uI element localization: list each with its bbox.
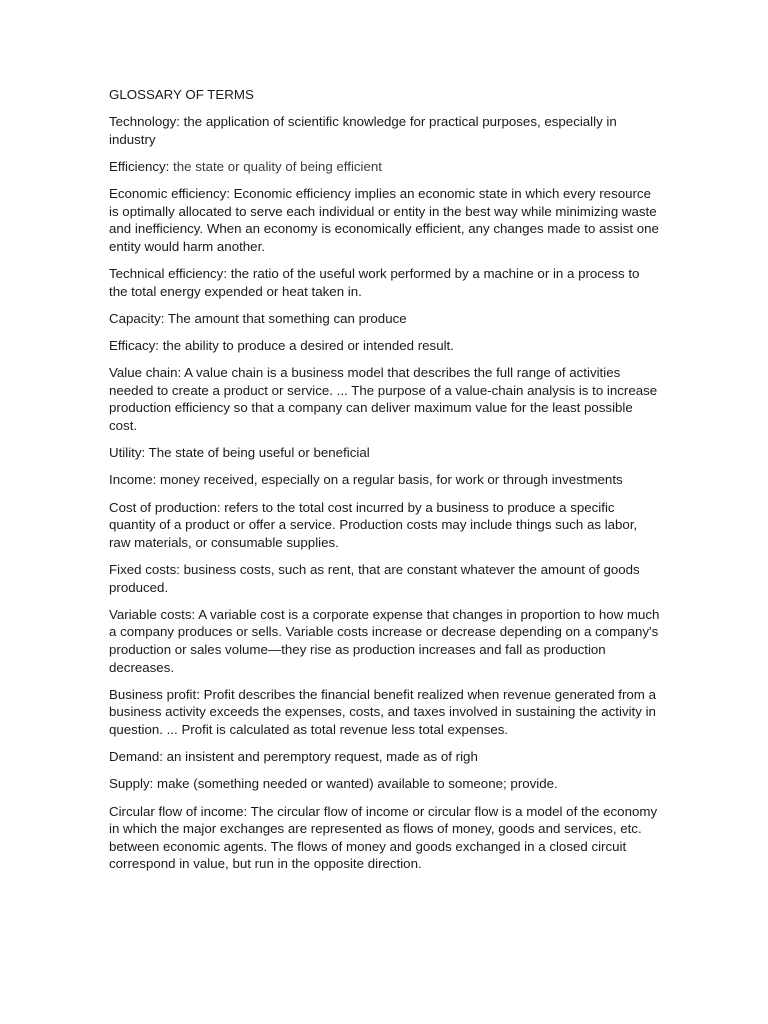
glossary-entry-technical-efficiency [109,265,661,300]
glossary-entry-value-chain [109,364,661,434]
term: Cost of production: [109,499,221,515]
document-title: GLOSSARY OF TERMS [109,87,254,102]
definition: The circular flow of income or circular flow is a model of the economy in which the major exchanges are represented as flows of money, goods and services, etc. between economic agents. The flows of money and goods exchanged in a closed circuit correspond in value, but run in the opposite direction. [109,803,658,872]
glossary-entry-fixed-costs [109,561,661,596]
glossary-entry-efficiency [109,158,661,176]
definition: A value chain is a business model that describes the full range of activities needed to create a product or service. ... The purpose of a value-chain analysis is to increase production efficiency so that a company can deliver maximum value for the least possible cost. [109,365,658,434]
glossary-entry-income [109,471,661,489]
glossary-entry-supply [109,775,661,793]
glossary-entry-efficacy [109,337,661,355]
definition: business costs, such as rent, that are constant whatever the amount of goods produced. [109,562,640,595]
definition: money received, especially on a regular basis, for work or through investments [156,472,623,488]
document-page [109,86,661,882]
term: Circular flow of income: [109,803,248,819]
term: Economic efficiency: [109,186,230,202]
glossary-entry-capacity [109,310,661,328]
glossary-entry-circular-flow-of-income [109,803,661,873]
glossary-entry-utility [109,444,661,462]
term: Utility: [109,445,146,461]
glossary-entry-variable-costs [109,606,661,676]
term: Demand: [109,749,163,765]
term: Efficiency: [109,158,170,174]
term: Capacity: [109,310,165,326]
glossary-entry-demand [109,748,661,766]
definition: make (something needed or wanted) available to someone; provide. [153,776,558,792]
glossary-entry-cost-of-production [109,499,661,552]
definition: The state of being useful or beneficial [145,445,370,461]
definition: the application of scientific knowledge for practical purposes, especially in industry [109,114,617,147]
definition: refers to the total cost incurred by a business to produce a specific quantity of a product or offer a service. Production costs may include things such as labor, raw materials, or consumable supplies. [109,499,638,550]
definition: the ability to produce a desired or intended result. [159,338,454,354]
term: Business profit: [109,686,200,702]
term: Supply: [109,776,154,792]
definition: the ratio of the useful work performed by a machine or in a process to the total energy expended or heat taken in. [109,266,640,299]
definition: Profit describes the financial benefit realized when revenue generated from a business activity exceeds the expenses, costs, and taxes involved in sustaining the activity in question. ... Profit is calculated as total revenue less total expenses. [109,686,656,737]
definition: the state or quality of being efficient [169,158,382,174]
term: Efficacy: [109,338,160,354]
term: Technical efficiency: [109,266,228,282]
definition: The amount that something can produce [164,310,407,326]
term: Technology: [109,114,180,130]
term: Value chain: [109,365,182,381]
definition: Economic efficiency implies an economic state in which every resource is optimally allocated to serve each individual or entity in the best way while minimizing waste and inefficiency. When an economy is economically efficient, any changes made to assist one entity would harm another. [109,186,659,254]
term: Income: [109,472,157,488]
term: Fixed costs: [109,562,180,577]
definition: A variable cost is a corporate expense that changes in proportion to how much a company produces or sells. Variable costs increase or decrease depending on a company's production or sales volume—they rise as production increases and fall as production decreases. [109,606,660,675]
glossary-entry-technology [109,113,661,148]
glossary-entry-business-profit [109,686,661,739]
definition: an insistent and peremptory request, made as of righ [162,749,478,765]
glossary-entry-economic-efficiency [109,185,661,255]
term: Variable costs: [109,606,196,622]
